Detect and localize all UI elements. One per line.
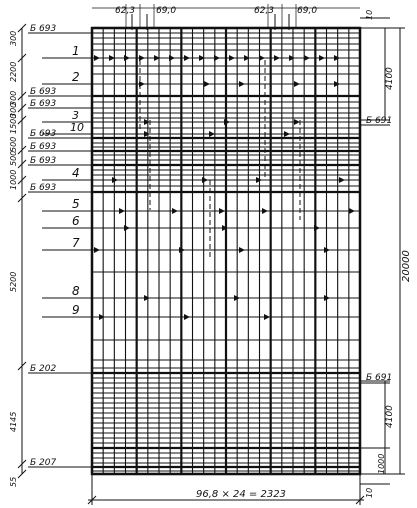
arrow-mark bbox=[202, 177, 208, 183]
arrow-mark bbox=[144, 131, 150, 137]
arrow-mark bbox=[99, 314, 105, 320]
arrow-mark bbox=[294, 119, 300, 125]
arrow-mark bbox=[274, 55, 280, 61]
arrow-mark bbox=[124, 55, 130, 61]
bottom-dimension bbox=[88, 474, 364, 505]
left-dim-300-a: 300 bbox=[9, 30, 18, 46]
label-b693-4: Б 693 bbox=[30, 129, 57, 139]
arrow-mark bbox=[184, 314, 190, 320]
label-b691-top: Б 691 bbox=[366, 116, 393, 126]
bottom-formula: 96,8 × 24 = 2323 bbox=[196, 489, 286, 500]
left-dim-1000: 1000 bbox=[9, 169, 18, 190]
left-dim-2200: 2200 bbox=[9, 61, 18, 82]
mark-5: 5 bbox=[72, 197, 80, 211]
arrow-mark bbox=[319, 55, 325, 61]
arrow-mark bbox=[239, 247, 245, 253]
mark-3: 3 bbox=[72, 109, 79, 122]
arrow-mark bbox=[119, 208, 125, 214]
arrow-mark bbox=[204, 81, 210, 87]
top-dim-right-a: 62,3 bbox=[254, 6, 275, 16]
right-dim-4100-bottom: 4100 bbox=[385, 405, 395, 428]
mark-6: 6 bbox=[72, 214, 80, 228]
arrow-mark bbox=[339, 177, 345, 183]
top-dim-left-b: 69,0 bbox=[156, 6, 177, 16]
left-dim-300-b: 300 bbox=[9, 90, 18, 106]
arrow-mark bbox=[209, 131, 215, 137]
arrow-mark bbox=[314, 225, 320, 231]
top-dimension-lines bbox=[92, 4, 360, 30]
right-dim-4100-top: 4100 bbox=[385, 67, 395, 90]
left-dim-500-a: 500 bbox=[9, 136, 18, 152]
arrow-mark bbox=[284, 131, 290, 137]
top-dim-left-a: 62,3 bbox=[115, 6, 136, 16]
right-dim-10-bottom: 10 bbox=[365, 487, 374, 498]
label-b693-6: Б 693 bbox=[30, 156, 57, 166]
arrow-mark bbox=[349, 208, 355, 214]
mesh-grid bbox=[92, 28, 360, 474]
left-dim-5200: 5200 bbox=[9, 271, 18, 292]
label-b693-3: Б 693 bbox=[30, 99, 57, 109]
label-b207: Б 207 bbox=[30, 458, 57, 468]
arrow-mark bbox=[144, 295, 150, 301]
arrow-mark bbox=[229, 55, 235, 61]
arrow-mark bbox=[264, 314, 270, 320]
right-dim-total: 20000 bbox=[401, 250, 412, 282]
arrow-mark bbox=[289, 55, 295, 61]
arrow-mark bbox=[239, 81, 245, 87]
label-b693-7: Б 693 bbox=[30, 183, 57, 193]
mark-1: 1 bbox=[72, 44, 80, 58]
right-bar-labels bbox=[360, 116, 392, 383]
label-b693-2: Б 693 bbox=[30, 87, 57, 97]
arrow-mark bbox=[144, 119, 150, 125]
label-b693-1: Б 693 bbox=[30, 24, 57, 34]
arrow-mark bbox=[124, 225, 130, 231]
arrow-mark bbox=[112, 177, 118, 183]
left-dim-4145: 4145 bbox=[9, 411, 18, 432]
mark-8: 8 bbox=[72, 284, 80, 298]
mark-9: 9 bbox=[72, 303, 80, 317]
mark-7: 7 bbox=[72, 236, 80, 250]
arrow-mark bbox=[294, 81, 300, 87]
left-dim-55: 55 bbox=[9, 476, 18, 487]
label-b693-5: Б 693 bbox=[30, 142, 57, 152]
arrow-mark bbox=[172, 208, 178, 214]
arrow-mark bbox=[262, 208, 268, 214]
arrow-mark bbox=[94, 247, 100, 253]
mark-4: 4 bbox=[72, 166, 80, 180]
arrow-mark bbox=[244, 55, 250, 61]
arrow-mark bbox=[169, 55, 175, 61]
arrow-mark bbox=[334, 55, 340, 61]
arrow-mark bbox=[259, 55, 265, 61]
right-dim-10-top: 10 bbox=[365, 9, 374, 20]
left-dim-1500: 1500 bbox=[9, 113, 18, 134]
arrow-mark bbox=[214, 55, 220, 61]
arrow-mark bbox=[94, 55, 100, 61]
left-dim-300-c: 300 bbox=[9, 102, 18, 118]
right-dimension-chain bbox=[360, 10, 412, 498]
arrow-mark bbox=[334, 81, 340, 87]
right-dim-1000: 1000 bbox=[377, 453, 386, 474]
top-dim-right-b: 69,0 bbox=[297, 6, 318, 16]
left-dimension-chain bbox=[9, 24, 26, 487]
label-b691-bottom: Б 691 bbox=[366, 373, 393, 383]
arrow-mark bbox=[219, 208, 225, 214]
arrow-mark bbox=[184, 55, 190, 61]
position-marks bbox=[42, 44, 92, 317]
mark-10: 10 bbox=[70, 121, 84, 134]
arrow-mark bbox=[304, 55, 310, 61]
label-b202: Б 202 bbox=[30, 364, 57, 374]
left-bar-labels bbox=[28, 24, 92, 468]
left-dim-500-b: 500 bbox=[9, 150, 18, 166]
mark-2: 2 bbox=[72, 70, 80, 84]
